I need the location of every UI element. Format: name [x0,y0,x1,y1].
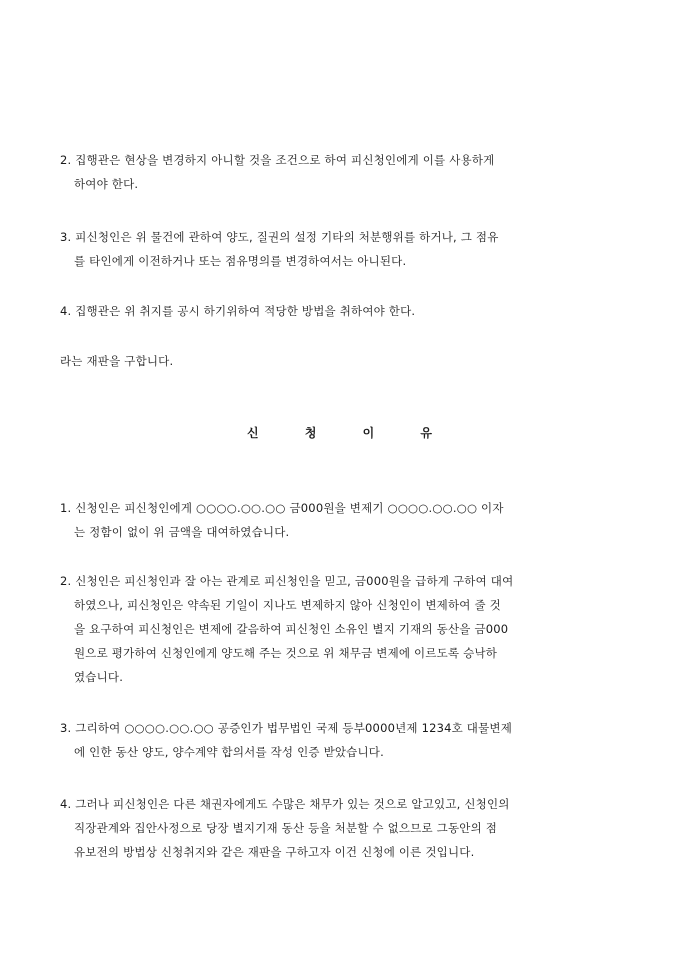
order-item-line [60,225,622,249]
item-text: 집행관은 현상을 변경하지 아니할 것을 조건으로 하여 피신청인에게 이를 사용하게 [75,153,495,167]
reason-item-line [60,496,622,520]
reason-item-4 [60,792,622,864]
heading-char: 유 [420,426,433,440]
item-text: 집행관은 위 취지를 공시 하기위하여 적당한 방법을 취하여야 한다. [75,304,416,318]
reason-item-line [60,569,622,593]
item-number: 2. [60,574,72,588]
item-number: 2. [60,153,72,167]
reason-item-line: 유보전의 방법상 신청취지와 같은 재판을 구하고자 이건 신청에 이른 것입니다. [74,845,475,859]
item-number: 4. [60,797,72,811]
reason-item-1 [60,496,622,544]
reason-item-line: 였습니다. [74,670,124,684]
order-item-line [60,299,622,323]
order-item-3 [60,225,622,273]
item-text: 신청인은 피신청인과 잘 아는 관계로 피신청인을 믿고, 금000원을 급하게 구하여 대여 [75,574,514,588]
item-text: 신청인은 피신청인에게 ○○○○.○○.○○ 금000원을 변제기 ○○○○.○○.○○ 이자 [75,501,504,515]
item-text: 그러나 피신청인은 다른 채권자에게도 수많은 채무가 있는 것으로 알고있고, 신청인의 [75,797,510,811]
order-item-4 [60,299,622,323]
item-number: 1. [60,501,72,515]
reason-item-line [60,792,622,816]
order-item-line: 하여야 한다. [74,177,139,191]
item-number: 4. [60,304,72,318]
item-text: 피신청인은 위 물건에 관하여 양도, 질권의 설정 기타의 처분행위를 하거나, 그 점유 [75,230,499,244]
reason-item-line: 직장관계와 집안사정으로 당장 별지기재 동산 등을 처분할 수 없으므로 그동안의 점 [74,821,498,835]
item-number: 3. [60,230,72,244]
order-item-2 [60,148,622,196]
section-heading [0,424,680,441]
reason-item-line: 을 요구하여 피신청인은 변제에 갈음하여 피신청인 소유인 별지 기재의 동산을 금000 [74,622,509,636]
reason-item-line: 원으로 평가하여 신청인에게 양도해 주는 것으로 위 채무금 변제에 이르도록 승낙하 [74,646,498,660]
order-item-line: 를 타인에게 이전하거나 또는 점유명의를 변경하여서는 아니된다. [74,254,407,268]
reason-item-2 [60,569,622,689]
order-item-line [60,148,622,172]
reason-item-line [60,716,622,740]
reason-item-3 [60,716,622,764]
item-text: 그리하여 ○○○○.○○.○○ 공증인가 법무법인 국제 등부0000년제 1234호 대물변제 [75,721,513,735]
heading-char: 청 [304,426,318,440]
reason-item-line: 는 정함이 없이 위 금액을 대여하였습니다. [74,525,290,539]
item-number: 3. [60,721,72,735]
heading-char: 이 [362,426,376,440]
reason-item-line: 에 인한 동산 양도, 양수계약 합의서를 작성 인증 받았습니다. [74,745,384,759]
closing-sentence: 라는 재판을 구합니다. [60,354,174,368]
heading-char: 신 [247,426,260,440]
reason-item-line: 하였으나, 피신청인은 약속된 기일이 지나도 변제하지 않아 신청인이 변제하여 줄 것 [74,598,501,612]
